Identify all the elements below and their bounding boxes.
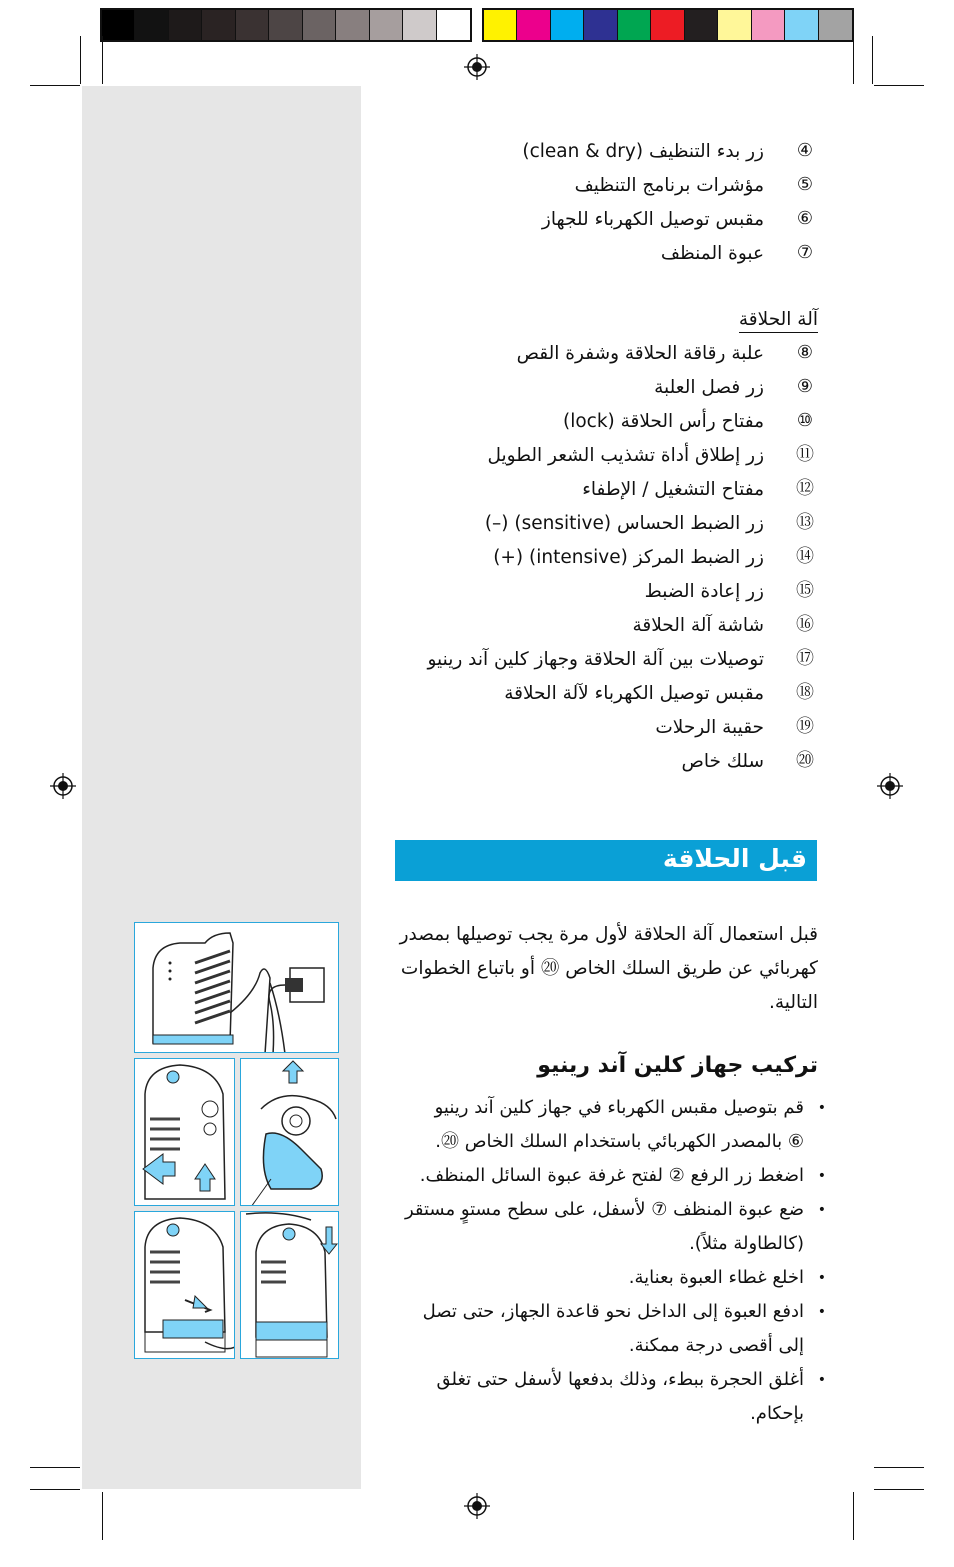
process-swatch — [484, 10, 517, 40]
item-number: ⑦ — [796, 242, 814, 263]
registration-mark-top — [464, 54, 490, 80]
process-swatch — [651, 10, 684, 40]
item-number: ⑯ — [796, 614, 814, 635]
item-number: ⑨ — [796, 376, 814, 397]
gray-swatch — [202, 10, 235, 40]
part-label: مقبس توصيل الكهرباء لآلة الحلاقة — [504, 683, 764, 704]
step-line: إلى أقصى درجة ممكنة. — [628, 1335, 804, 1356]
step-line: قم بتوصيل مقبس الكهرباء في جهاز كلين آند رينيو — [434, 1097, 804, 1118]
step-line: ادفع العبوة إلى الداخل نحو قاعدة الجهاز، حتى تصل — [422, 1301, 804, 1322]
part-label: علبة رقاقة الحلاقة وشفرة القص — [516, 343, 764, 364]
process-swatch — [819, 10, 852, 40]
part-label: زر فصل العلبة — [654, 377, 764, 398]
intro-line: كهربائي عن طريق السلك الخاص ⑳ أو باتباع الخطوات — [400, 958, 818, 979]
part-label: مقبس توصيل الكهرباء للجهاز — [541, 209, 764, 230]
item-number: ⑫ — [796, 478, 814, 499]
part-label: شاشة آلة الحلاقة — [632, 615, 764, 636]
step-line: اخلع غطاء العبوة بعناية. — [628, 1267, 804, 1288]
part-label: عبوة المنظف — [660, 243, 764, 264]
gray-swatch — [437, 10, 470, 40]
step-line: ⑥ بالمصدر الكهربائي باستخدام السلك الخاص ⑳. — [435, 1131, 804, 1152]
figure-insert-cartridge — [134, 1211, 235, 1359]
gray-swatch — [336, 10, 369, 40]
gray-swatch — [303, 10, 336, 40]
gray-swatch — [403, 10, 436, 40]
part-label: حقيبة الرحلات — [655, 717, 764, 738]
gray-swatch — [236, 10, 269, 40]
grayscale-color-bar — [100, 8, 472, 42]
gray-swatch — [102, 10, 135, 40]
process-swatch — [517, 10, 550, 40]
item-number: ④ — [796, 140, 814, 161]
item-number: ⑩ — [796, 410, 814, 431]
part-label: مفتاح التشغيل / الإطفاء — [582, 479, 764, 500]
process-swatch — [785, 10, 818, 40]
process-swatch — [551, 10, 584, 40]
part-label: زر إطلاق أداة تشذيب الشعر الطويل — [487, 445, 764, 466]
gray-swatch — [169, 10, 202, 40]
item-number: ⑬ — [796, 512, 814, 533]
bullet: • — [817, 1270, 826, 1286]
item-number: ⑮ — [796, 580, 814, 601]
bullet: • — [817, 1168, 826, 1184]
item-number: ⑱ — [796, 682, 814, 703]
item-number: ⑪ — [796, 444, 814, 465]
process-swatch — [752, 10, 785, 40]
step-line: أغلق الحجرة ببطء، وذلك بدفعها لأسفل حتى تغلق بإحكام. — [436, 1369, 804, 1424]
process-swatch — [618, 10, 651, 40]
item-number: ⑭ — [796, 546, 814, 567]
part-label: زر بدء التنظيف (clean & dry) — [522, 141, 764, 162]
step-line: اضغط زر الرفع ② لفتح غرفة عبوة السائل المنظف. — [419, 1165, 804, 1186]
registration-mark-bottom — [464, 1493, 490, 1519]
part-label: مؤشرات برنامج التنظيف — [574, 175, 764, 196]
item-number: ⑥ — [796, 208, 814, 229]
section-title: قبل الحلاقة — [662, 844, 807, 873]
process-color-bar — [482, 8, 854, 42]
registration-mark-left — [50, 773, 76, 799]
process-swatch — [685, 10, 718, 40]
step-line: (كالطاولة مثلاً). — [689, 1233, 804, 1254]
item-number: ⑤ — [796, 174, 814, 195]
part-label: زر الضبط المركز (intensive) (+) — [493, 547, 764, 568]
part-label: مفتاح رأس الحلاقة (lock) — [562, 411, 764, 432]
bullet: • — [817, 1100, 826, 1116]
gray-swatch — [370, 10, 403, 40]
step-line: ضع عبوة المنظف ⑦ لأسفل، على سطح مستوٍ مستقر — [404, 1199, 804, 1220]
gray-swatch — [135, 10, 168, 40]
item-number: ⑧ — [796, 342, 814, 363]
intro-line: التالية. — [768, 992, 818, 1013]
install-heading: تركيب جهاز كلين آند رينيو — [537, 1053, 818, 1078]
bullet: • — [817, 1202, 826, 1218]
shaver-heading: آلة الحلاقة — [739, 309, 818, 333]
part-label: زر الضبط الحساس (sensitive) (–) — [484, 513, 764, 534]
bullet: • — [817, 1304, 826, 1320]
figure-close-compartment — [240, 1211, 339, 1359]
item-number: ⑳ — [796, 750, 814, 771]
process-swatch — [718, 10, 751, 40]
figure-device-plug — [134, 922, 339, 1053]
registration-mark-right — [877, 773, 903, 799]
part-label: توصيلات بين آلة الحلاقة وجهاز كلين آند رينيو — [427, 649, 764, 670]
figure-remove-cap — [240, 1058, 339, 1206]
illustrations — [134, 922, 339, 1359]
figure-lift-button — [134, 1058, 235, 1206]
section-banner — [395, 840, 817, 881]
intro-line: قبل استعمال آلة الحلاقة لأول مرة يجب توصيلها بمصدر — [399, 924, 818, 945]
item-number: ⑰ — [796, 648, 814, 669]
process-swatch — [584, 10, 617, 40]
item-number: ⑲ — [796, 716, 814, 737]
bullet: • — [817, 1372, 826, 1388]
part-label: سلك خاص — [681, 751, 764, 772]
part-label: زر إعادة الضبط — [644, 581, 764, 602]
gray-swatch — [269, 10, 302, 40]
